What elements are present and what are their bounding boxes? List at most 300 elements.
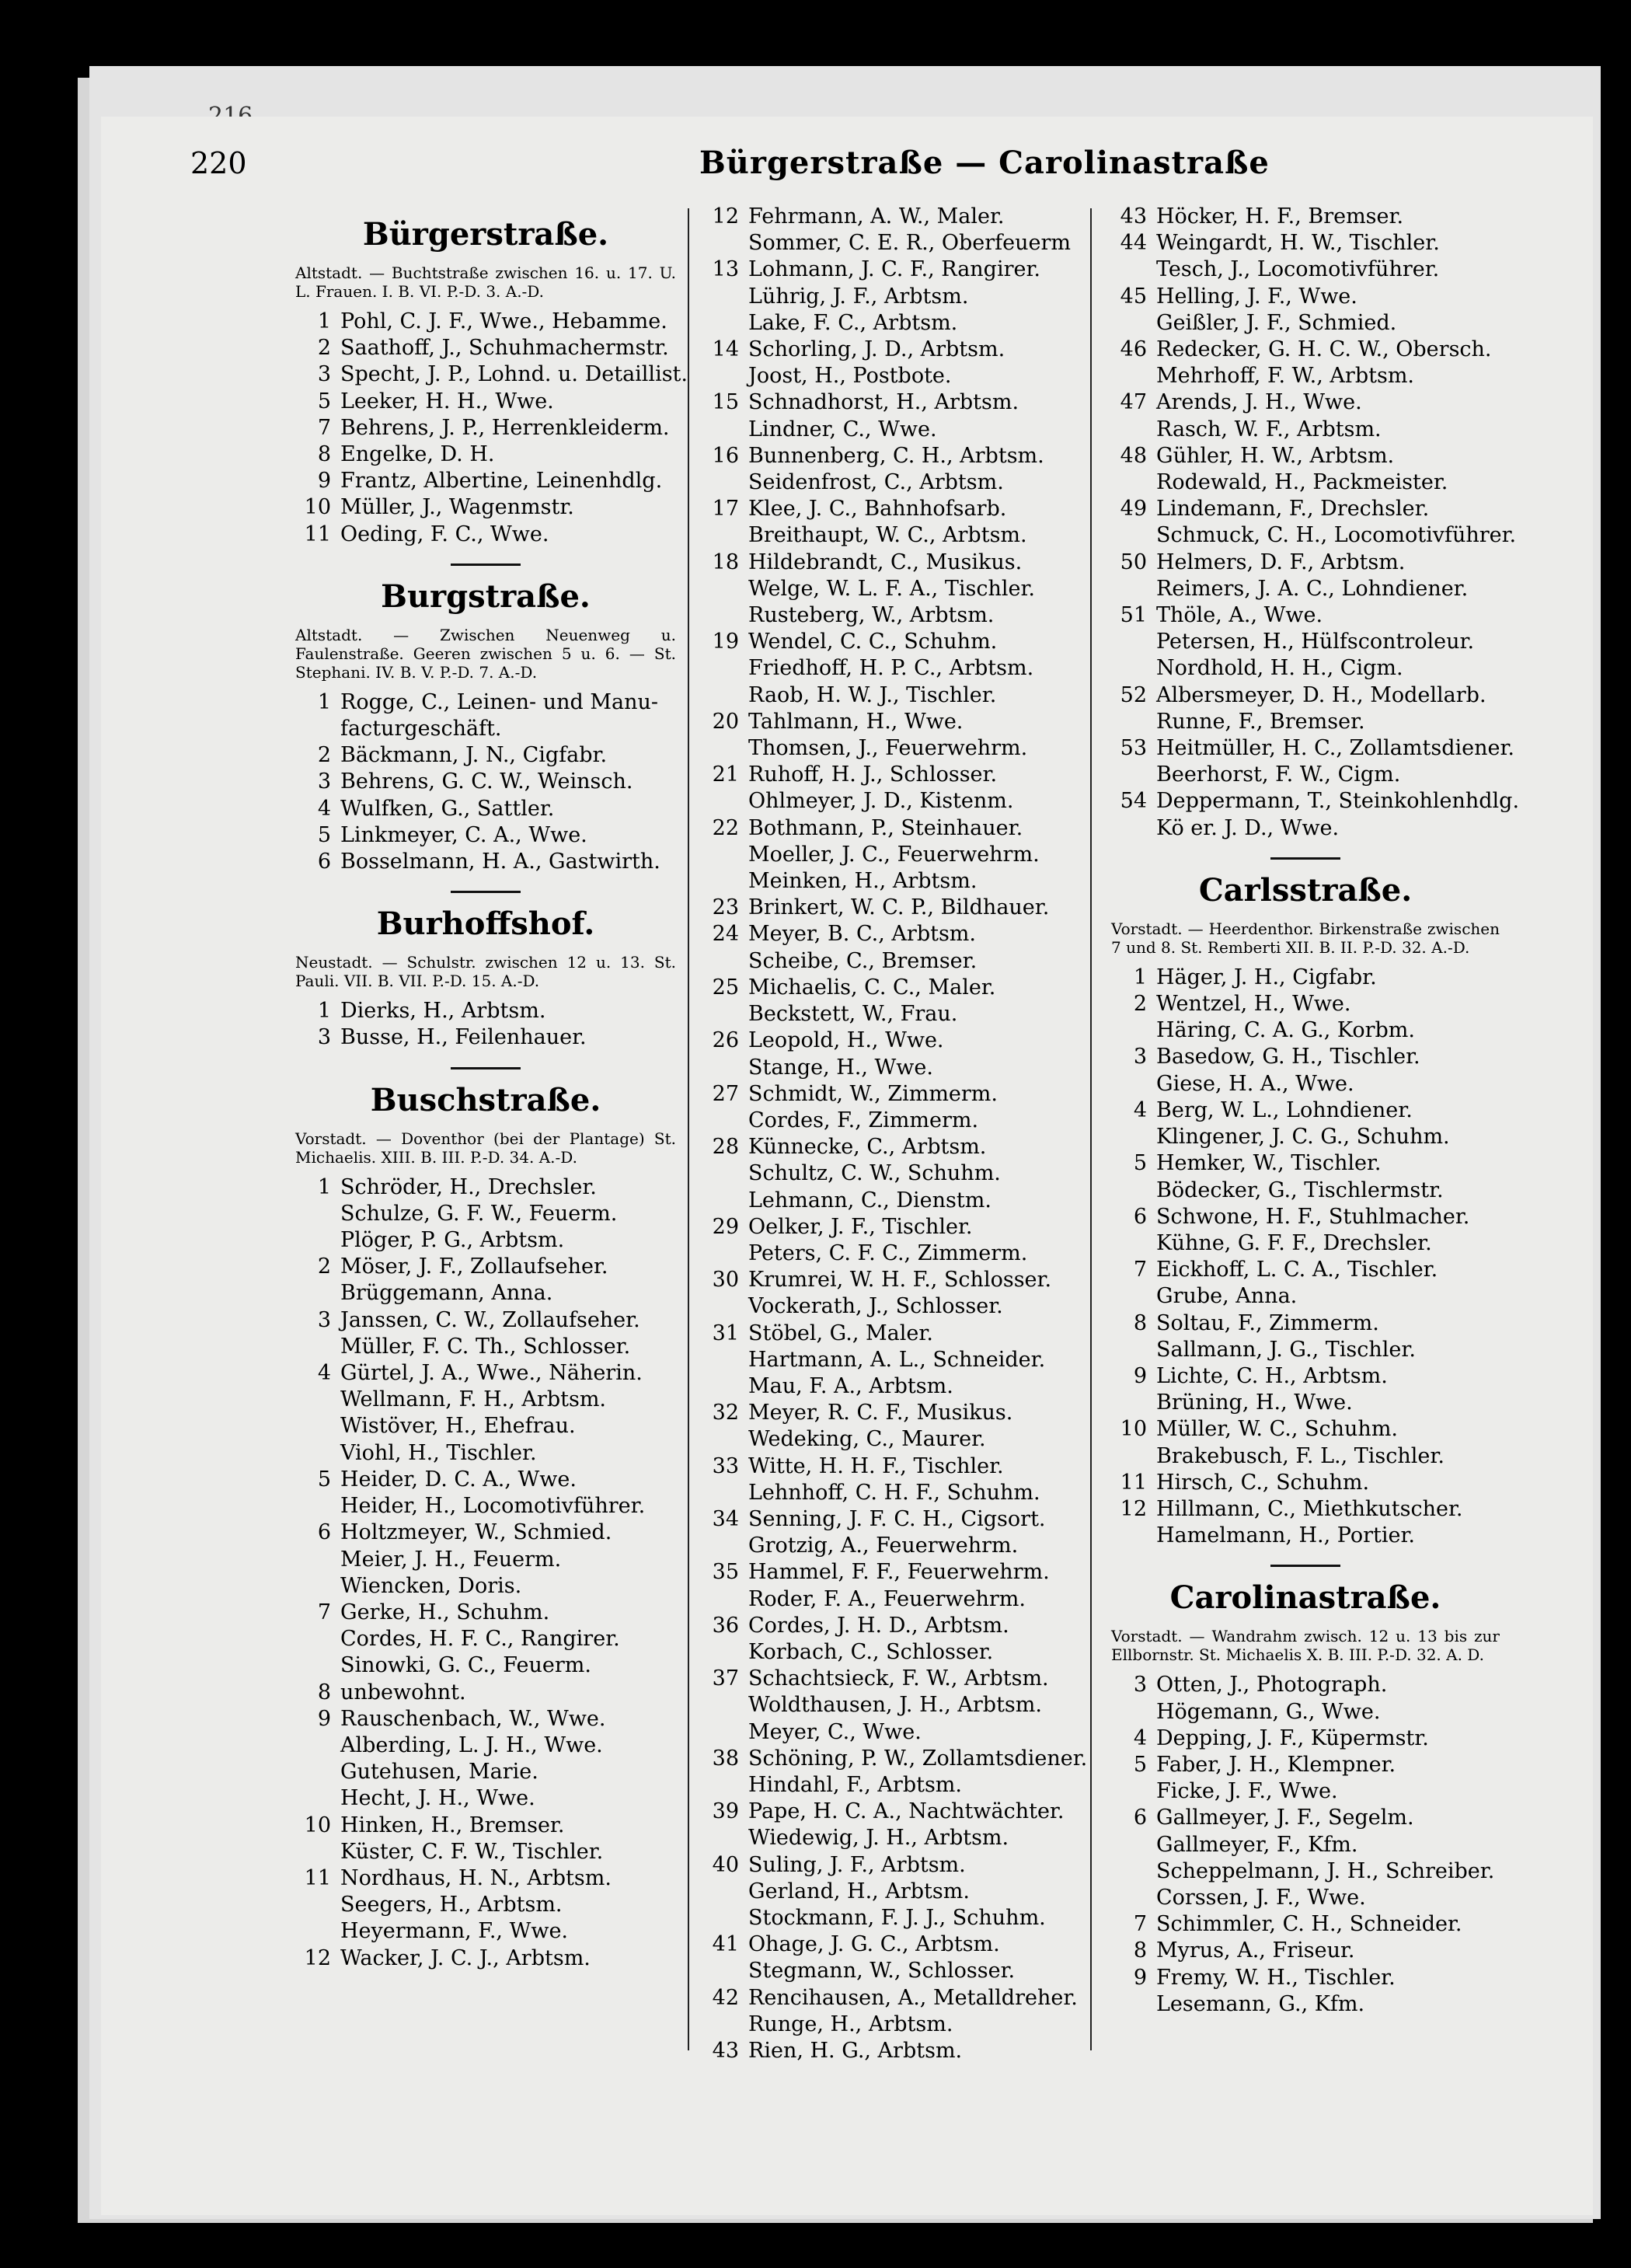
- resident-name: Meyer, C., Wwe.: [748, 1719, 922, 1744]
- house-number: [1111, 1832, 1156, 1858]
- house-number: 7: [1133, 1258, 1147, 1282]
- resident-name: Albersmeyer, D. H., Modellarb.: [1156, 682, 1486, 707]
- resident-entry: [295, 1732, 676, 1759]
- house-number: 3: [317, 1307, 331, 1332]
- house-number: [1111, 310, 1156, 337]
- resident-entry: [1111, 1752, 1500, 1778]
- house-number: [703, 1958, 748, 1984]
- resident-name: Bäckmann, J. N., Cigfabr.: [340, 743, 608, 768]
- house-number: [703, 2012, 748, 2038]
- resident-entry: [1111, 1017, 1500, 1044]
- resident-entry: [295, 1360, 676, 1387]
- house-number: 2: [317, 336, 331, 361]
- resident-name: Klee, J. C., Bahnhofsarb.: [748, 497, 1007, 522]
- house-number: 7: [1133, 1912, 1147, 1937]
- resident-entry: [1111, 550, 1500, 576]
- resident-entry: [703, 1692, 1084, 1718]
- house-number: [1111, 1443, 1156, 1470]
- resident-entry: [703, 948, 1084, 975]
- resident-name: Tesch, J., Locomotivführer.: [1156, 257, 1440, 282]
- resident-name: Gutehusen, Marie.: [340, 1760, 538, 1785]
- resident-entry: [295, 1547, 676, 1573]
- resident-entry: [1111, 576, 1500, 602]
- house-number: [295, 1839, 340, 1865]
- resident-name: Myrus, A., Friseur.: [1156, 1938, 1355, 1963]
- house-number: [703, 788, 748, 815]
- resident-entry: [703, 895, 1084, 921]
- resident-entry: [1111, 991, 1500, 1017]
- resident-name: Vockerath, J., Schlosser.: [748, 1294, 1003, 1319]
- resident-name: Pape, H. C. A., Nachtwächter.: [748, 1799, 1065, 1824]
- resident-name: Stockmann, F. J. J., Schuhm.: [748, 1906, 1046, 1930]
- column-rule: [688, 208, 689, 2050]
- resident-name: Brakebusch, F. L., Tischler.: [1156, 1443, 1445, 1468]
- resident-name: Wedeking, C., Maurer.: [748, 1427, 986, 1452]
- street-description: Vorstadt. — Wandrahm zwisch. 12 u. 13 bis zur Ellbornstr. St. Michaelis X. B. III. P.-D. 32. A. D.: [1111, 1627, 1500, 1665]
- resident-entry: [703, 602, 1084, 629]
- resident-entry: [1111, 1071, 1500, 1097]
- resident-entry: [295, 468, 676, 494]
- house-number: 9: [1133, 1363, 1147, 1388]
- resident-entry: [703, 1879, 1084, 1905]
- resident-name: Ruhoff, H. J., Schlosser.: [748, 762, 998, 787]
- resident-entry: [703, 496, 1084, 522]
- resident-entry: [703, 1267, 1084, 1293]
- house-number: 8: [1133, 1310, 1147, 1335]
- resident-name: Meinken, H., Arbtsm.: [748, 869, 978, 894]
- house-number: [703, 417, 748, 443]
- house-number: [295, 1626, 340, 1652]
- resident-entry: [703, 1666, 1084, 1692]
- resident-name: Deppermann, T., Steinkohlenhdlg.: [1156, 789, 1520, 814]
- resident-entry: [703, 1400, 1084, 1426]
- resident-entry: [703, 1852, 1084, 1879]
- house-number: [703, 1426, 748, 1453]
- house-number: [703, 230, 748, 256]
- house-number: [1111, 1523, 1156, 1549]
- resident-entry: [703, 1160, 1084, 1187]
- resident-name: Rasch, W. F., Arbtsm.: [1156, 417, 1382, 441]
- resident-entry: [1111, 1885, 1500, 1911]
- house-number: [1111, 1699, 1156, 1725]
- house-number: 11: [304, 522, 331, 546]
- resident-entry: [1111, 1832, 1500, 1858]
- resident-name: Nordhaus, H. N., Arbtsm.: [340, 1865, 612, 1890]
- house-number: 7: [317, 415, 331, 440]
- resident-name: Schulze, G. F. W., Feuerm.: [340, 1201, 618, 1226]
- resident-name: Meyer, R. C. F., Musikus.: [748, 1401, 1013, 1425]
- resident-name: Lindner, C., Wwe.: [748, 417, 937, 441]
- resident-name: Fremy, W. H., Tischler.: [1156, 1965, 1396, 1990]
- resident-entry: [295, 769, 676, 795]
- resident-entry: [295, 796, 676, 822]
- resident-name: Küster, C. F. W., Tischler.: [340, 1839, 604, 1864]
- resident-name: Schmuck, C. H., Locomotivführer.: [1156, 523, 1517, 548]
- resident-entry: [1111, 965, 1500, 991]
- resident-entry: [703, 788, 1084, 815]
- resident-entry: [1111, 682, 1500, 709]
- house-number: [703, 1001, 748, 1028]
- resident-name: Korbach, C., Schlosser.: [748, 1639, 994, 1664]
- house-number: [703, 682, 748, 709]
- resident-name: Nordhold, H. H., Cigm.: [1156, 656, 1403, 681]
- resident-entry: [703, 443, 1084, 469]
- resident-entry: [1111, 709, 1500, 735]
- resident-name: Ohage, J. G. C., Arbtsm.: [748, 1932, 1000, 1957]
- resident-name: Sallmann, J. G., Tischler.: [1156, 1337, 1416, 1362]
- house-number: [1111, 1337, 1156, 1363]
- resident-name: Bunnenberg, C. H., Arbtsm.: [748, 443, 1044, 468]
- resident-name: Alberding, L. J. H., Wwe.: [340, 1732, 603, 1757]
- resident-entry: [295, 1573, 676, 1600]
- resident-name: Hindahl, F., Arbtsm.: [748, 1772, 962, 1797]
- resident-entry: [703, 1559, 1084, 1586]
- house-number: 5: [1133, 1752, 1147, 1777]
- resident-entry: [703, 1453, 1084, 1480]
- resident-name: Holtzmeyer, W., Schmied.: [340, 1520, 612, 1545]
- resident-entry: [295, 822, 676, 849]
- resident-entry: [1111, 1230, 1500, 1257]
- resident-entry: [1111, 1699, 1500, 1725]
- house-number: 39: [712, 1799, 739, 1824]
- resident-name: Redecker, G. H. C. W., Obersch.: [1156, 337, 1492, 362]
- resident-name: Häring, C. A. G., Korbm.: [1156, 1018, 1415, 1043]
- resident-name: Mehrhoff, F. W., Arbtsm.: [1156, 364, 1415, 389]
- resident-name: Schnadhorst, H., Arbtsm.: [748, 390, 1019, 415]
- resident-name: Kö er. J. D., Wwe.: [1156, 815, 1340, 840]
- house-number: [703, 363, 748, 389]
- resident-entry: [295, 1227, 676, 1254]
- resident-entry: [1111, 1672, 1500, 1698]
- house-number: 40: [712, 1852, 739, 1877]
- house-number: [703, 469, 748, 496]
- resident-name: Lindemann, F., Drechsler.: [1156, 497, 1430, 522]
- resident-entry: [295, 1839, 676, 1865]
- resident-entry: [703, 522, 1084, 549]
- resident-entry: [703, 1426, 1084, 1453]
- resident-entry: [1111, 1390, 1500, 1416]
- house-number: [1111, 709, 1156, 735]
- house-number: [703, 1879, 748, 1905]
- house-number: [295, 1280, 340, 1307]
- house-number: 20: [712, 709, 739, 734]
- resident-entry: [703, 1293, 1084, 1320]
- resident-name: Gerland, H., Arbtsm.: [748, 1879, 970, 1903]
- house-number: 43: [1120, 204, 1147, 229]
- house-number: [295, 1227, 340, 1254]
- resident-entry: [295, 494, 676, 521]
- resident-name: Cordes, F., Zimmerm.: [748, 1108, 979, 1132]
- resident-entry: [703, 389, 1084, 416]
- house-number: [1111, 815, 1156, 842]
- house-number: 5: [317, 1467, 331, 1492]
- house-number: [1111, 363, 1156, 389]
- resident-entry: [703, 1985, 1084, 2012]
- resident-entry: [703, 2038, 1084, 2064]
- street-description: Vorstadt. — Doventhor (bei der Plantage) St. Michaelis. XIII. B. III. P.-D. 34. A.-D.: [295, 1129, 676, 1167]
- resident-name: Meier, J. H., Feuerm.: [340, 1547, 562, 1572]
- house-number: [703, 1719, 748, 1746]
- house-number: [703, 1586, 748, 1613]
- house-number: 15: [712, 390, 739, 415]
- resident-name: Gühler, H. W., Arbtsm.: [1156, 443, 1395, 468]
- resident-name: Specht, J. P., Lohnd. u. Detaillist.: [340, 362, 688, 387]
- house-number: [295, 1334, 340, 1360]
- resident-name: Möser, J. F., Zollaufseher.: [340, 1254, 608, 1279]
- house-number: 18: [712, 550, 739, 574]
- resident-entry: [295, 361, 688, 388]
- resident-name: Mau, F. A., Arbtsm.: [748, 1373, 953, 1398]
- house-number: 27: [712, 1081, 739, 1106]
- resident-entry: [703, 337, 1084, 363]
- resident-entry: [1111, 1858, 1500, 1885]
- resident-entry: [1111, 629, 1500, 655]
- resident-entry: [295, 1785, 676, 1812]
- resident-name: Heitmüller, H. C., Zollamtsdiener.: [1156, 736, 1514, 761]
- house-number: 8: [317, 1680, 331, 1704]
- resident-entry: [1111, 1523, 1500, 1549]
- house-number: 50: [1120, 550, 1147, 574]
- resident-name: Arends, J. H., Wwe.: [1156, 390, 1362, 415]
- house-number: 12: [712, 204, 739, 229]
- resident-entry: [703, 1772, 1084, 1799]
- house-number: 2: [1133, 992, 1147, 1017]
- resident-name: Bosselmann, H. A., Gastwirth.: [340, 850, 660, 874]
- house-number: [1111, 1230, 1156, 1257]
- resident-entry: [295, 1918, 676, 1945]
- house-number: 5: [317, 822, 331, 847]
- resident-entry: [703, 1028, 1084, 1054]
- resident-name: Högemann, G., Wwe.: [1156, 1699, 1381, 1724]
- house-number: 54: [1120, 789, 1147, 814]
- house-number: [1111, 1124, 1156, 1150]
- house-number: 32: [712, 1401, 739, 1425]
- resident-entry: [295, 998, 676, 1024]
- house-number: 47: [1120, 390, 1147, 415]
- resident-name: Sommer, C. E. R., Oberfeuerm: [748, 231, 1072, 256]
- resident-entry: [703, 1639, 1084, 1666]
- resident-entry: [1111, 1178, 1500, 1204]
- resident-name: Engelke, D. H.: [340, 442, 495, 467]
- resident-entry: [295, 689, 676, 716]
- resident-name: Grube, Anna.: [1156, 1284, 1298, 1309]
- resident-entry: [703, 1347, 1084, 1373]
- resident-name: Welge, W. L. F. A., Tischler.: [748, 576, 1035, 601]
- house-number: [703, 868, 748, 895]
- street-description: Neustadt. — Schulstr. zwischen 12 u. 13. St. Pauli. VII. B. VII. P.-D. 15. A.-D.: [295, 953, 676, 991]
- resident-name: Schmidt, W., Zimmerm.: [748, 1081, 998, 1106]
- house-number: 31: [712, 1321, 739, 1345]
- street-description: Altstadt. — Buchtstraße zwischen 16. u. 17. U. L. Frauen. I. B. VI. P.-D. 3. A.-D.: [295, 263, 676, 301]
- resident-name: Roder, F. A., Feuerwehrm.: [748, 1586, 1026, 1611]
- resident-entry: [295, 1600, 676, 1626]
- resident-entry: [1111, 204, 1500, 230]
- resident-name: Seidenfrost, C., Arbtsm.: [748, 470, 1004, 495]
- house-number: [1111, 1778, 1156, 1805]
- house-number: 1: [317, 309, 331, 333]
- resident-entry: [1111, 310, 1500, 337]
- house-number: 33: [712, 1453, 739, 1478]
- resident-name: Sinowki, G. C., Feuerm.: [340, 1653, 591, 1678]
- house-number: [1111, 576, 1156, 602]
- resident-entry: [295, 742, 676, 769]
- resident-entry: [295, 1307, 676, 1334]
- resident-entry: [1111, 1805, 1500, 1831]
- resident-entry: [703, 629, 1084, 655]
- resident-name: Meyer, B. C., Arbtsm.: [748, 922, 976, 947]
- resident-entry: [295, 1865, 676, 1892]
- resident-name: Linkmeyer, C. A., Wwe.: [340, 822, 587, 847]
- resident-entry: [1111, 389, 1500, 416]
- resident-entry: [703, 1719, 1084, 1746]
- house-number: [1111, 1071, 1156, 1097]
- resident-entry: [1111, 1991, 1500, 2018]
- page-number: 220: [190, 146, 247, 180]
- resident-entry: [1111, 1443, 1500, 1470]
- house-number: 1: [317, 999, 331, 1024]
- house-number: 3: [1133, 1045, 1147, 1069]
- resident-entry: [703, 1746, 1088, 1772]
- house-number: [1111, 1178, 1156, 1204]
- house-number: 8: [1133, 1938, 1147, 1963]
- column-2: [703, 204, 1088, 2064]
- resident-name: Krumrei, W. H. F., Schlosser.: [748, 1268, 1052, 1293]
- resident-name: Scheibe, C., Bremser.: [748, 948, 978, 973]
- resident-entry: [703, 1240, 1084, 1267]
- resident-name: unbewohnt.: [340, 1680, 466, 1704]
- resident-name: Rogge, C., Leinen- und Manu-: [340, 689, 659, 714]
- resident-entry: [703, 204, 1084, 230]
- resident-name: Ohlmeyer, J. D., Kistenm.: [748, 789, 1014, 814]
- resident-name: Brüggemann, Anna.: [340, 1281, 553, 1306]
- resident-name: Breithaupt, W. C., Arbtsm.: [748, 523, 1027, 548]
- resident-name: Berg, W. L., Lohndiener.: [1156, 1097, 1413, 1122]
- house-number: 10: [304, 495, 331, 520]
- house-number: 48: [1120, 443, 1147, 468]
- house-number: 5: [317, 389, 331, 413]
- resident-name: Schröder, H., Drechsler.: [340, 1174, 597, 1199]
- house-number: 7: [317, 1600, 331, 1624]
- house-number: 23: [712, 895, 739, 920]
- house-number: 26: [712, 1028, 739, 1053]
- house-number: [703, 1055, 748, 1081]
- house-number: 3: [1133, 1673, 1147, 1698]
- resident-name: Lichte, C. H., Arbtsm.: [1156, 1363, 1388, 1388]
- resident-entry: [295, 1440, 676, 1467]
- resident-name: Thöle, A., Wwe.: [1156, 603, 1323, 628]
- street-title: Burhoffshof.: [376, 905, 595, 943]
- resident-entry: [1111, 522, 1517, 549]
- resident-name: Bödecker, G., Tischlermstr.: [1156, 1178, 1444, 1202]
- resident-name: Wendel, C. C., Schuhm.: [748, 630, 998, 654]
- resident-entry: [703, 1905, 1084, 1931]
- house-number: [1111, 1017, 1156, 1044]
- house-number: [703, 735, 748, 762]
- house-number: 9: [1133, 1965, 1147, 1990]
- house-number: [1111, 417, 1156, 443]
- house-number: [703, 284, 748, 310]
- resident-name: Leopold, H., Wwe.: [748, 1028, 944, 1053]
- resident-entry: [295, 1813, 676, 1839]
- resident-entry: [703, 1613, 1084, 1639]
- house-number: [1111, 1283, 1156, 1310]
- resident-entry: [703, 1506, 1084, 1533]
- resident-entry: [1111, 1725, 1500, 1752]
- house-number: [703, 310, 748, 337]
- resident-entry: [703, 1081, 1084, 1108]
- resident-entry: [703, 284, 1084, 310]
- resident-name: Dierks, H., Arbtsm.: [340, 999, 546, 1024]
- resident-entry: [295, 1280, 676, 1307]
- house-number: 49: [1120, 497, 1147, 522]
- resident-entry: [703, 230, 1084, 256]
- house-number: [295, 1387, 340, 1413]
- resident-entry: [295, 1387, 676, 1413]
- house-number: [295, 1493, 340, 1520]
- resident-entry: [1111, 762, 1500, 788]
- resident-entry: [1111, 1496, 1500, 1523]
- house-number: 4: [1133, 1725, 1147, 1750]
- house-number: [703, 842, 748, 868]
- resident-name: Cordes, H. F. C., Rangirer.: [340, 1627, 620, 1652]
- resident-entry: [703, 2012, 1084, 2038]
- house-number: [703, 1108, 748, 1134]
- house-number: [295, 1785, 340, 1812]
- resident-name: Giese, H. A., Wwe.: [1156, 1071, 1354, 1096]
- resident-name: Runge, H., Arbtsm.: [748, 2012, 953, 2036]
- house-number: [703, 1240, 748, 1267]
- resident-name: Petersen, H., Hülfscontroleur.: [1156, 630, 1475, 654]
- resident-entry: [703, 417, 1084, 443]
- resident-name: Michaelis, C. C., Maler.: [748, 975, 996, 1000]
- resident-entry: [703, 1586, 1084, 1613]
- resident-name: Cordes, J. H. D., Arbtsm.: [748, 1613, 1009, 1638]
- house-number: [295, 1732, 340, 1759]
- resident-name: Gerke, H., Schuhm.: [340, 1600, 550, 1624]
- house-number: [295, 1413, 340, 1439]
- resident-name: Gallmeyer, F., Kfm.: [1156, 1832, 1358, 1857]
- resident-entry: [1111, 1310, 1500, 1337]
- resident-entry: [703, 709, 1084, 735]
- resident-name: Heyermann, F., Wwe.: [340, 1919, 569, 1944]
- resident-entry: [703, 1825, 1084, 1851]
- house-number: 9: [317, 469, 331, 494]
- street-title: Carlsstraße.: [1198, 871, 1413, 909]
- resident-name: Heider, D. C. A., Wwe.: [340, 1467, 577, 1492]
- house-number: [703, 1639, 748, 1666]
- resident-entry: [295, 1945, 676, 1972]
- resident-name: Wulfken, G., Sattler.: [340, 796, 555, 821]
- resident-entry: [1111, 417, 1500, 443]
- house-number: [703, 1533, 748, 1559]
- resident-entry: [295, 1413, 676, 1439]
- resident-entry: [1111, 1204, 1500, 1230]
- house-number: 42: [712, 1985, 739, 2010]
- resident-name: Schöning, P. W., Zollamtsdiener.: [748, 1746, 1088, 1771]
- resident-name: Behrens, J. P., Herrenkleiderm.: [340, 415, 670, 440]
- resident-name: Busse, H., Feilenhauer.: [340, 1025, 587, 1050]
- resident-name: Lesemann, G., Kfm.: [1156, 1991, 1365, 2016]
- resident-name: Brinkert, W. C. P., Bildhauer.: [748, 895, 1050, 920]
- resident-name: Häger, J. H., Cigfabr.: [1156, 965, 1377, 989]
- house-number: 3: [317, 362, 331, 387]
- resident-name: Suling, J. F., Arbtsm.: [748, 1852, 966, 1877]
- resident-name: Hildebrandt, C., Musikus.: [748, 550, 1023, 574]
- resident-entry: [703, 1134, 1084, 1160]
- house-number: [703, 1825, 748, 1851]
- resident-name: Müller, W. C., Schuhm.: [1156, 1417, 1399, 1442]
- resident-entry: [703, 1958, 1084, 1984]
